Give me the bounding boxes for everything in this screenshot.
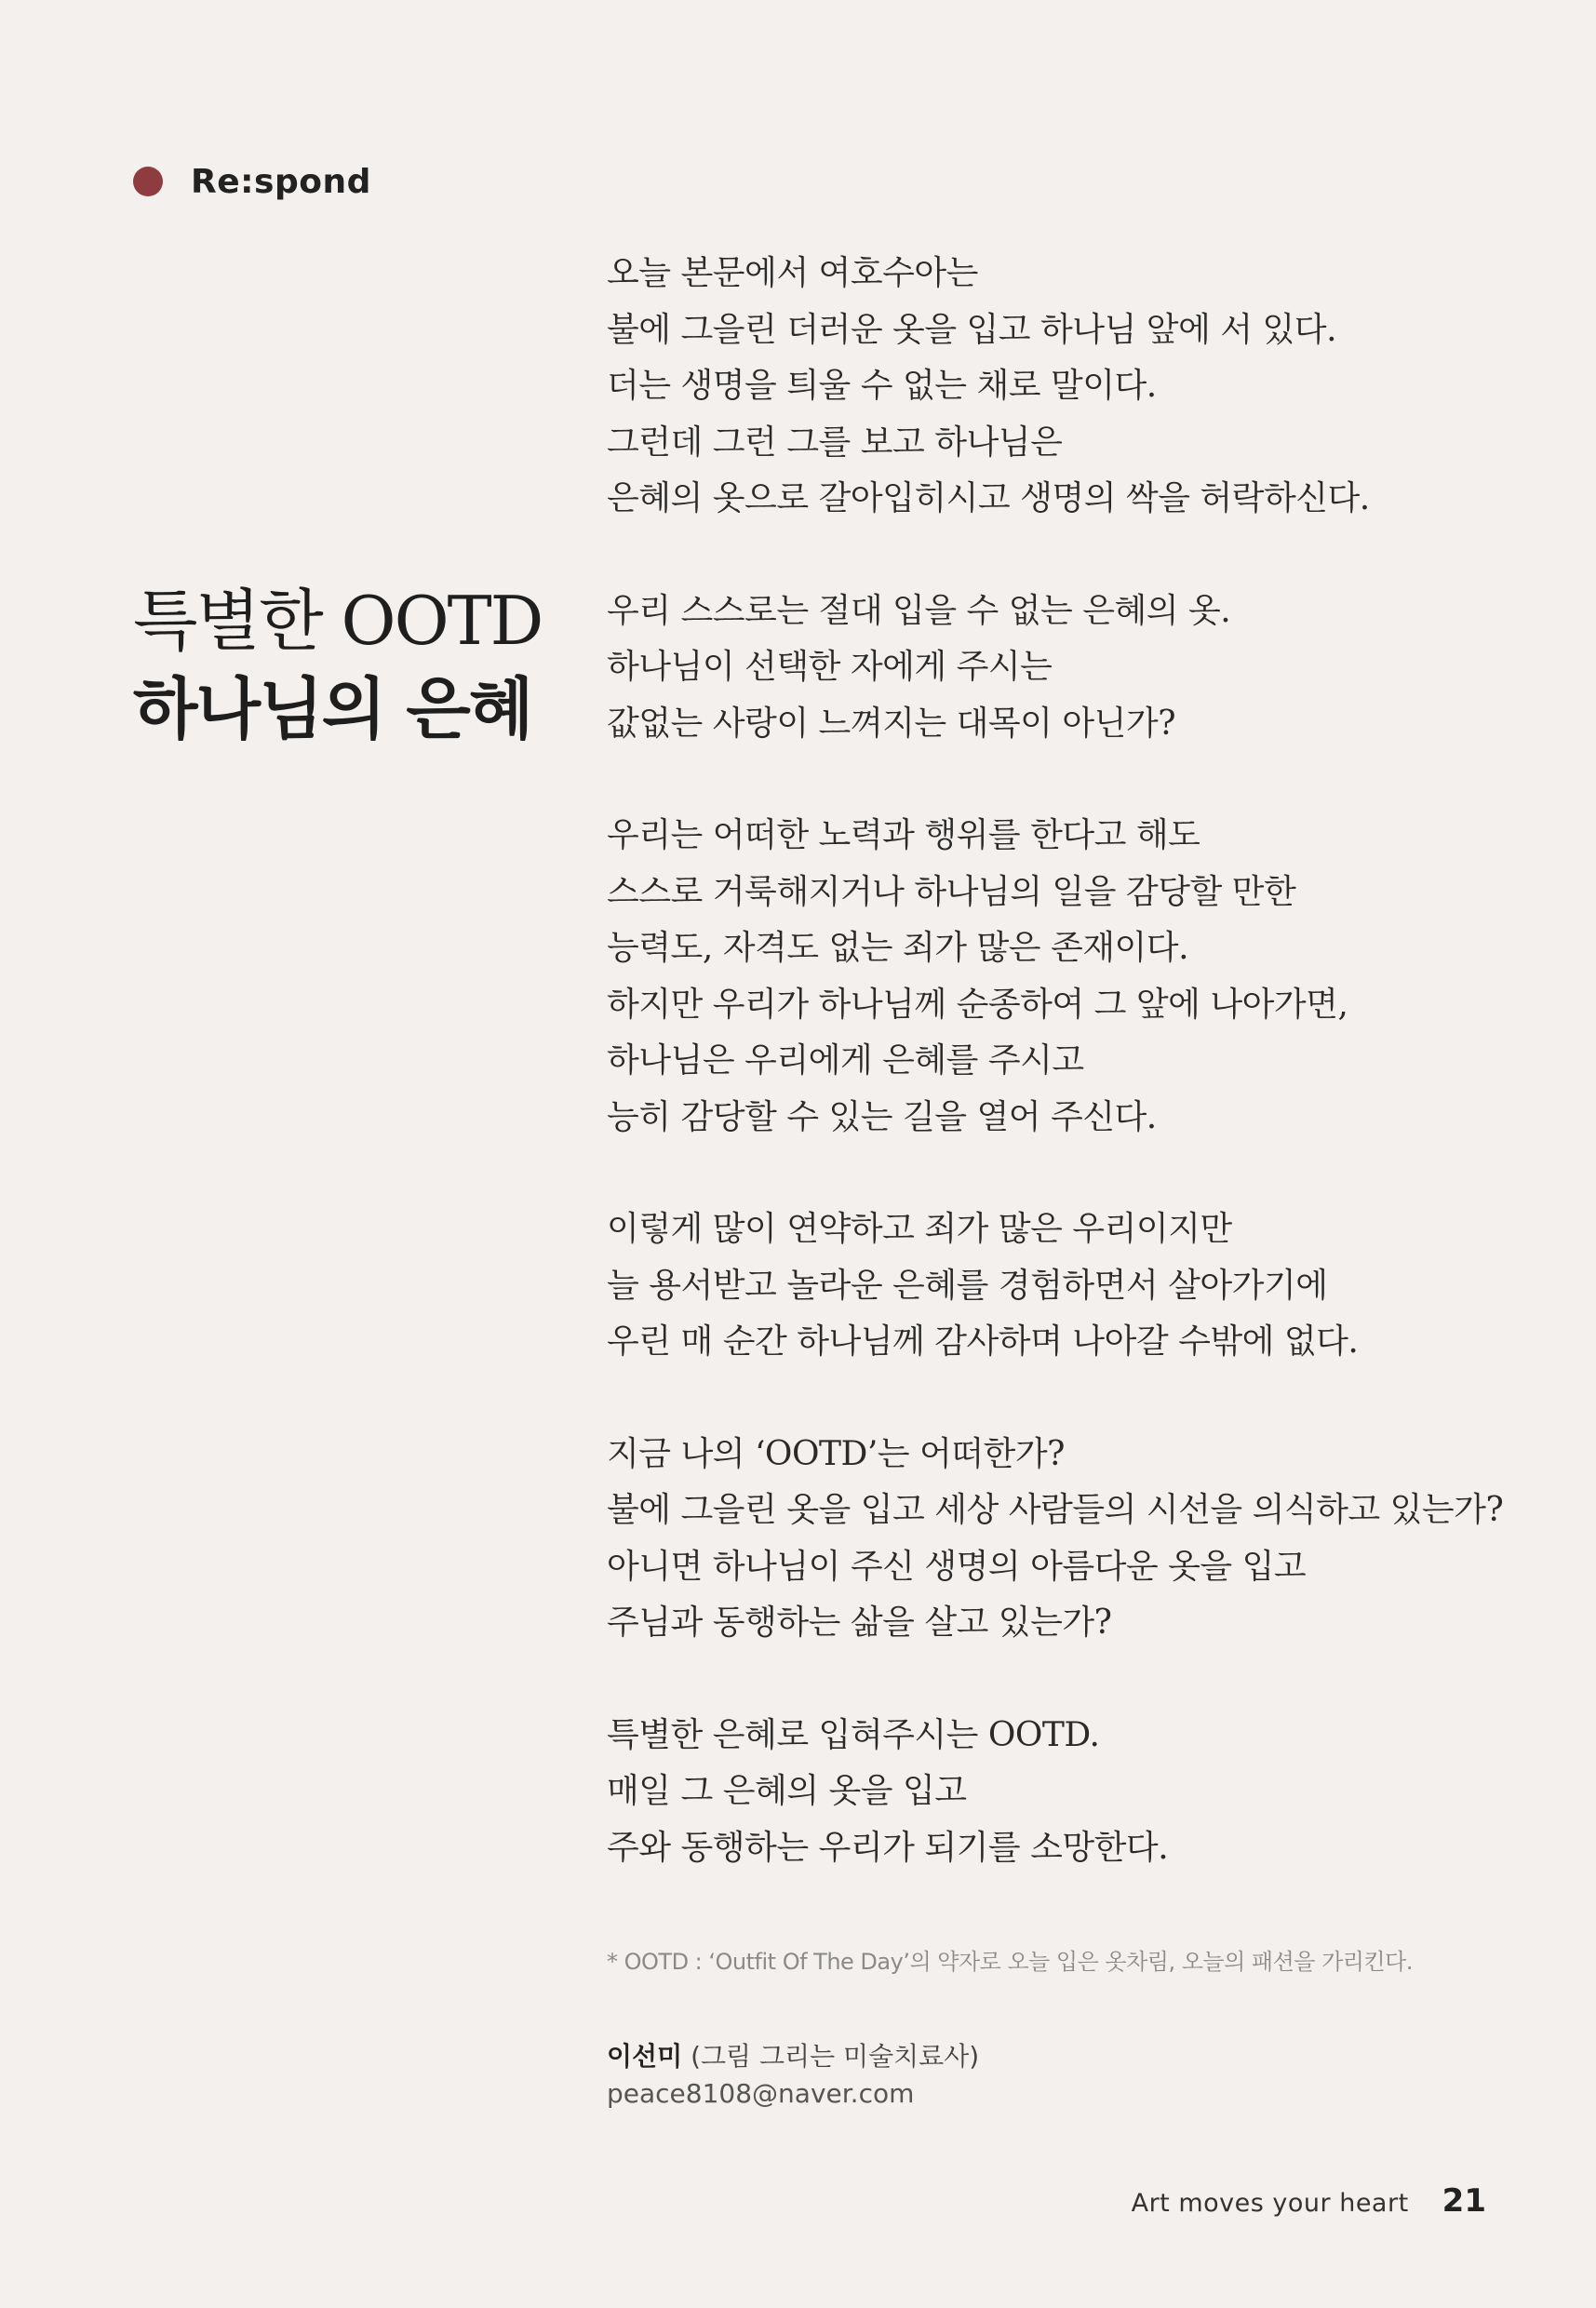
section-tag <box>133 158 371 205</box>
author-byline <box>607 2038 979 2075</box>
body-paragraph <box>607 1201 1556 1371</box>
body-line: 하나님이 선택한 자에게 주시는 <box>607 648 1053 686</box>
body-line: 주님과 동행하는 삶을 살고 있는가? <box>607 1604 1112 1642</box>
body-line: 그런데 그런 그를 보고 하나님은 <box>607 423 1063 462</box>
body-line: 불에 그을린 더러운 옷을 입고 하나님 앞에 서 있다. <box>607 310 1337 349</box>
body-line: 값없는 사랑이 느껴지는 대목이 아닌가? <box>607 704 1175 743</box>
body-line: 우린 매 순간 하나님께 감사하며 나아갈 수밖에 없다. <box>607 1322 1359 1361</box>
page-footer <box>1132 2182 1486 2220</box>
body-line: 은혜의 옷으로 갈아입히시고 생명의 싹을 허락하신다. <box>607 479 1370 517</box>
footer-tagline: Art moves your heart <box>1131 2189 1409 2218</box>
body-line: 스스로 거룩해지거나 하나님의 일을 감당할 만한 <box>607 872 1296 911</box>
body-line: 능력도, 자격도 없는 죄가 많은 존재이다. <box>607 929 1189 967</box>
article-body <box>607 246 1556 1932</box>
body-line: 불에 그을린 옷을 입고 세상 사람들의 시선을 의식하고 있는가? <box>607 1491 1504 1529</box>
author-name: 이선미 <box>607 2041 683 2072</box>
body-line: 하나님은 우리에게 은혜를 주시고 <box>607 1041 1084 1080</box>
body-line: 지금 나의 ‘OOTD’는 어떠한가? <box>607 1434 1065 1473</box>
author-email: peace8108@naver.com <box>607 2078 915 2109</box>
body-line: 이렇게 많이 연약하고 죄가 많은 우리이지만 <box>607 1210 1232 1248</box>
footnote: * OOTD : ‘Outfit Of The Day’의 약자로 오늘 입은 옷차림, 오늘의 패션을 가리킨다. <box>607 1949 1413 1975</box>
body-paragraph <box>607 1427 1556 1652</box>
article-title <box>133 577 570 754</box>
title-line-2: 하나님의 은혜 <box>133 670 532 748</box>
body-paragraph <box>607 1708 1556 1877</box>
author-role: (그림 그리는 미술치료사) <box>691 2041 980 2072</box>
section-dot-icon <box>133 167 163 196</box>
body-line: 주와 동행하는 우리가 되기를 소망한다. <box>607 1828 1169 1867</box>
body-line: 오늘 본문에서 여호수아는 <box>607 254 978 292</box>
author-info <box>607 2038 979 2113</box>
body-paragraph <box>607 808 1556 1146</box>
body-paragraph <box>607 246 1556 528</box>
section-label: Re:spond <box>191 162 371 201</box>
body-line: 특별한 은혜로 입혀주시는 OOTD. <box>607 1715 1100 1754</box>
body-line: 하지만 우리가 하나님께 순종하여 그 앞에 나아가면, <box>607 985 1348 1024</box>
body-line: 우리 스스로는 절대 입을 수 없는 은혜의 옷. <box>607 591 1231 630</box>
body-paragraph <box>607 584 1556 753</box>
title-line-1: 특별한 OOTD <box>133 582 543 660</box>
body-line: 능히 감당할 수 있는 길을 열어 주신다. <box>607 1097 1157 1136</box>
body-line: 우리는 어떠한 노력과 행위를 한다고 해도 <box>607 816 1200 854</box>
body-line: 매일 그 은혜의 옷을 입고 <box>607 1772 967 1810</box>
body-line: 더는 생명을 틔울 수 없는 채로 말이다. <box>607 367 1157 405</box>
body-line: 아니면 하나님이 주신 생명의 아름다운 옷을 입고 <box>607 1547 1307 1586</box>
page-number: 21 <box>1442 2182 1486 2220</box>
body-line: 늘 용서받고 놀라운 은혜를 경험하면서 살아가기에 <box>607 1266 1328 1305</box>
